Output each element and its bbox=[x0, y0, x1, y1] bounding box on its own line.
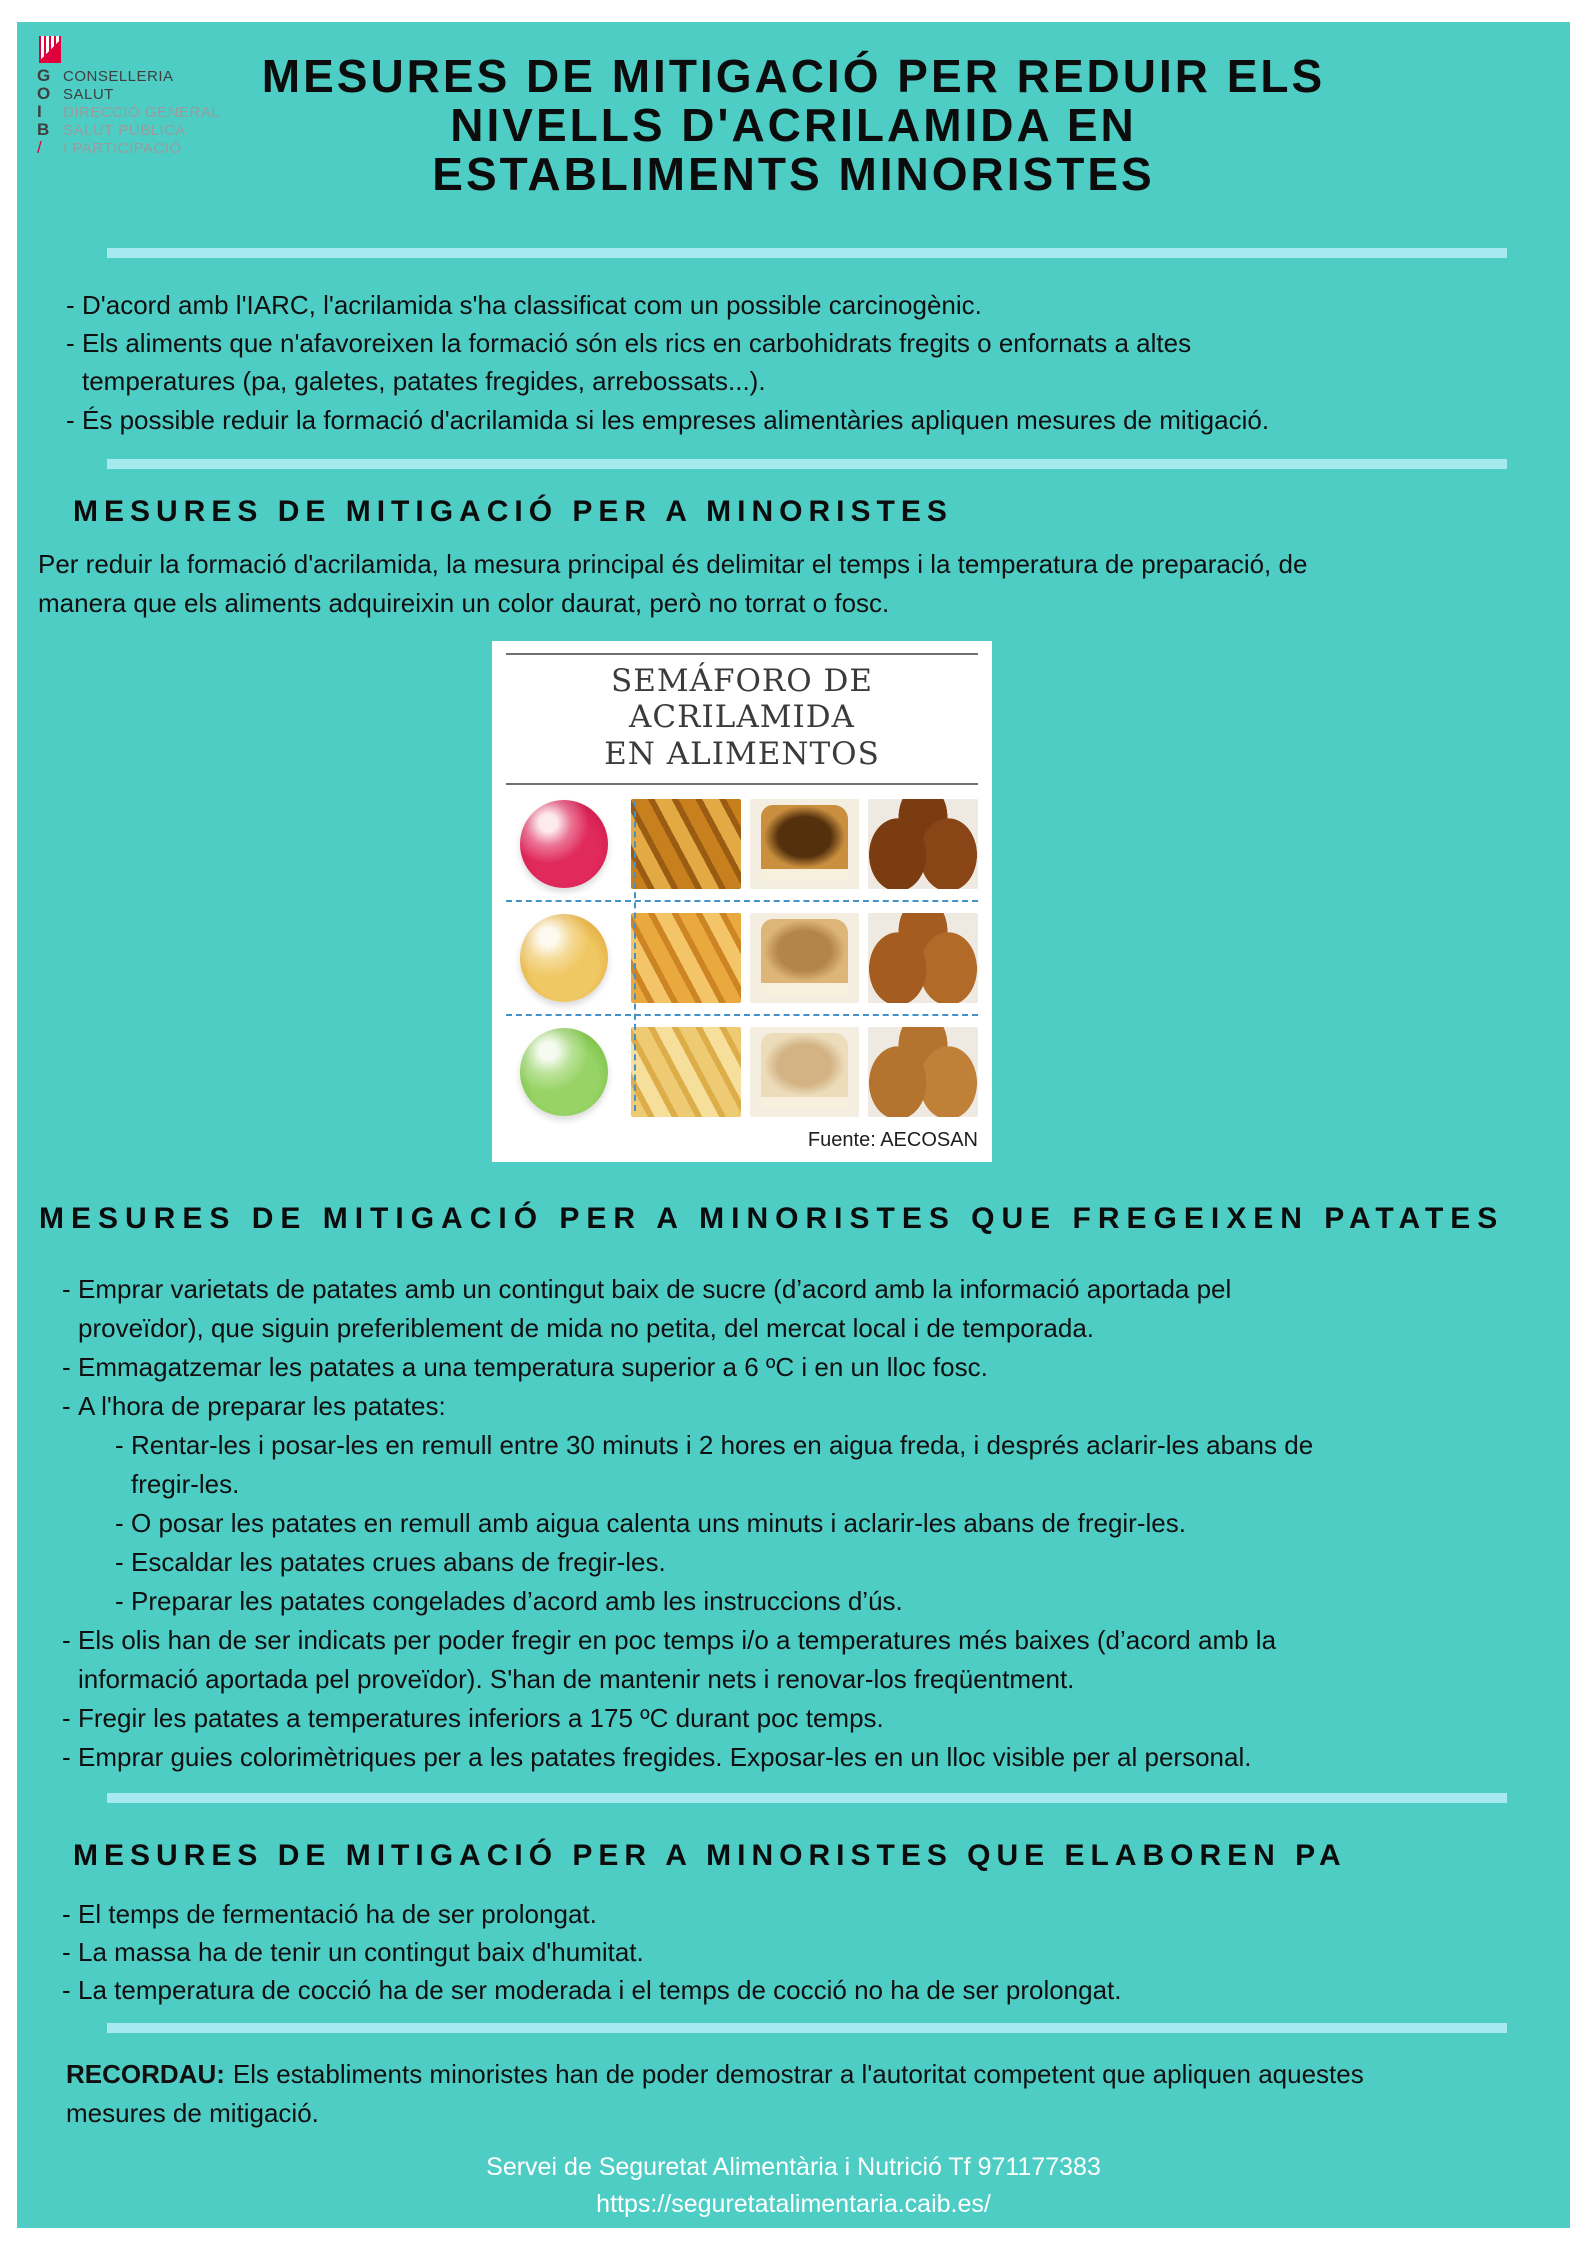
recordau-text: Els establiments minoristes han de poder demostrar a l'autoritat competent que apliquen aquestes mesures de mitigació. bbox=[66, 2059, 1364, 2129]
croquettes-dark-photo bbox=[868, 799, 978, 889]
patates-sub-bullet: - Escaldar les patates crues abans de fregir-les. bbox=[115, 1543, 1342, 1582]
dashed-row-separator bbox=[506, 1014, 978, 1016]
patates-bullet: - Emmagatzemar les patates a una temperatura superior a 6 ºC i en un lloc fosc. bbox=[62, 1348, 1342, 1387]
croquettes-light-photo bbox=[868, 1027, 978, 1117]
page-title-line: ESTABLIMENTS MINORISTES bbox=[432, 147, 1155, 200]
fries-light-photo bbox=[631, 1027, 741, 1117]
logo-letter: B bbox=[37, 120, 50, 139]
section-divider bbox=[107, 2023, 1507, 2033]
intro-bullets bbox=[66, 286, 1336, 439]
toast-burnt-photo bbox=[750, 799, 860, 889]
goib-flag-icon bbox=[39, 36, 61, 63]
semaforo-source: Fuente: AECOSAN bbox=[807, 1128, 978, 1151]
logo-letter: G bbox=[37, 66, 51, 85]
semaforo-title bbox=[506, 655, 978, 783]
green-light-icon bbox=[520, 1028, 608, 1116]
recordau-note bbox=[66, 2055, 1396, 2133]
logo-org-line: SALUT PÚBLICA bbox=[63, 122, 186, 139]
pa-bullet: - El temps de fermentació ha de ser prolongat. bbox=[62, 1895, 1332, 1933]
intro-bullet: - És possible reduir la formació d'acrilamida si les empreses alimentàries apliquen mesures de mitigació. bbox=[66, 401, 1336, 439]
logo-row bbox=[37, 139, 220, 157]
patates-bullet: - A l'hora de preparar les patates: bbox=[62, 1387, 1342, 1426]
dashed-vertical-line bbox=[634, 801, 636, 1111]
logo-row bbox=[37, 121, 220, 139]
pa-bullets bbox=[62, 1895, 1332, 2010]
section-divider bbox=[107, 1793, 1507, 1803]
semaforo-row-medium bbox=[506, 913, 978, 1003]
heading-minoristes: MESURES DE MITIGACIÓ PER A MINORISTES bbox=[73, 494, 953, 528]
goib-logo bbox=[37, 36, 220, 157]
section-divider bbox=[107, 459, 1507, 469]
patates-bullets bbox=[62, 1270, 1342, 1777]
semaforo-card bbox=[492, 641, 992, 1162]
logo-row bbox=[37, 85, 220, 103]
dashed-row-separator bbox=[506, 900, 978, 902]
logo-org-line: I PARTICIPACIÓ bbox=[63, 140, 182, 157]
poster-background bbox=[17, 22, 1570, 2228]
toast-golden-photo bbox=[750, 913, 860, 1003]
recordau-label: RECORDAU: bbox=[66, 2059, 225, 2090]
fries-dark-photo bbox=[631, 799, 741, 889]
intro-bullet: - Els aliments que n'afavoreixen la formació són els rics en carbohidrats fregits o enfornats a altes temperatures (pa, galetes, patates fregides, arrebossats...). bbox=[66, 324, 1336, 400]
logo-org-line: CONSELLERIA bbox=[63, 68, 174, 85]
footer-service-line: Servei de Seguretat Alimentària i Nutrició Tf 971177383 bbox=[486, 2153, 1101, 2182]
patates-sub-bullet: - O posar les patates en remull amb aigua calenta uns minuts i aclarir-les abans de fregir-les. bbox=[115, 1504, 1342, 1543]
patates-sub-bullet: - Preparar les patates congelades d’acord amb les instruccions d’ús. bbox=[115, 1582, 1342, 1621]
croquettes-medium-photo bbox=[868, 913, 978, 1003]
toast-light-photo bbox=[750, 1027, 860, 1117]
page-title-line: MESURES DE MITIGACIÓ PER REDUIR ELS bbox=[261, 50, 1326, 102]
intro-bullet: - D'acord amb l'IARC, l'acrilamida s'ha classificat com un possible carcinogènic. bbox=[66, 286, 1336, 324]
red-light-icon bbox=[520, 800, 608, 888]
page-title-line: NIVELLS D'ACRILAMIDA EN bbox=[450, 98, 1137, 151]
heading-elaboren-pa: MESURES DE MITIGACIÓ PER A MINORISTES QUE ELABOREN PA bbox=[73, 1838, 1347, 1872]
semaforo-title-line: EN ALIMENTOS bbox=[604, 736, 880, 773]
logo-row bbox=[37, 103, 220, 121]
logo-org-line: DIRECCIÓ GENERAL bbox=[63, 104, 221, 121]
logo-letter: O bbox=[37, 84, 51, 103]
semaforo-grid bbox=[506, 799, 978, 1117]
heading-fregeixen-patates: MESURES DE MITIGACIÓ PER A MINORISTES QUE FREGEIXEN PATATES bbox=[39, 1201, 1505, 1235]
minoristes-paragraph: Per reduir la formació d'acrilamida, la mesura principal és delimitar el temps i la temperatura de preparació, de manera que els aliments adquireixin un color daurat, però no torrat o fosc. bbox=[38, 548, 1308, 618]
logo-slash-icon: / bbox=[37, 138, 42, 157]
footer-url: https://seguretatalimentaria.caib.es/ bbox=[596, 2189, 991, 2218]
yellow-light-icon bbox=[520, 914, 608, 1002]
logo-org-line: SALUT bbox=[63, 86, 114, 103]
semaforo-row-low bbox=[506, 1027, 978, 1117]
page-title bbox=[17, 22, 1570, 198]
patates-bullet: - Emprar varietats de patates amb un contingut baix de sucre (d’acord amb la informació aportada pel proveïdor), que siguin preferiblement de mida no petita, del mercat local i de temporada. bbox=[62, 1270, 1342, 1348]
patates-sub-bullet: - Rentar-les i posar-les en remull entre 30 minuts i 2 hores en aigua freda, i després aclarir-les abans de fregir-les. bbox=[115, 1426, 1342, 1504]
semaforo-title-line: SEMÁFORO DE ACRILAMIDA bbox=[610, 662, 873, 736]
pa-bullet: - La massa ha de tenir un contingut baix d'humitat. bbox=[62, 1933, 1332, 1971]
poster-footer bbox=[17, 2149, 1570, 2222]
patates-bullet: - Fregir les patates a temperatures inferiors a 175 ºC durant poc temps. bbox=[62, 1699, 1342, 1738]
card-mid-rule bbox=[506, 783, 978, 785]
semaforo-row-high bbox=[506, 799, 978, 889]
logo-row bbox=[37, 67, 220, 85]
section-divider bbox=[107, 248, 1507, 258]
fries-golden-photo bbox=[631, 913, 741, 1003]
logo-letter: I bbox=[37, 102, 42, 121]
pa-bullet: - La temperatura de cocció ha de ser moderada i el temps de cocció no ha de ser prolongat. bbox=[62, 1971, 1332, 2009]
patates-bullet: - Emprar guies colorimètriques per a les patates fregides. Exposar-les en un lloc visible per al personal. bbox=[62, 1738, 1342, 1777]
patates-bullet: - Els olis han de ser indicats per poder fregir en poc temps i/o a temperatures més baixes (d’acord amb la informació aportada pel proveïdor). S'han de mantenir nets i renovar-los freqüentment. bbox=[62, 1621, 1342, 1699]
poster-header bbox=[17, 22, 1570, 222]
